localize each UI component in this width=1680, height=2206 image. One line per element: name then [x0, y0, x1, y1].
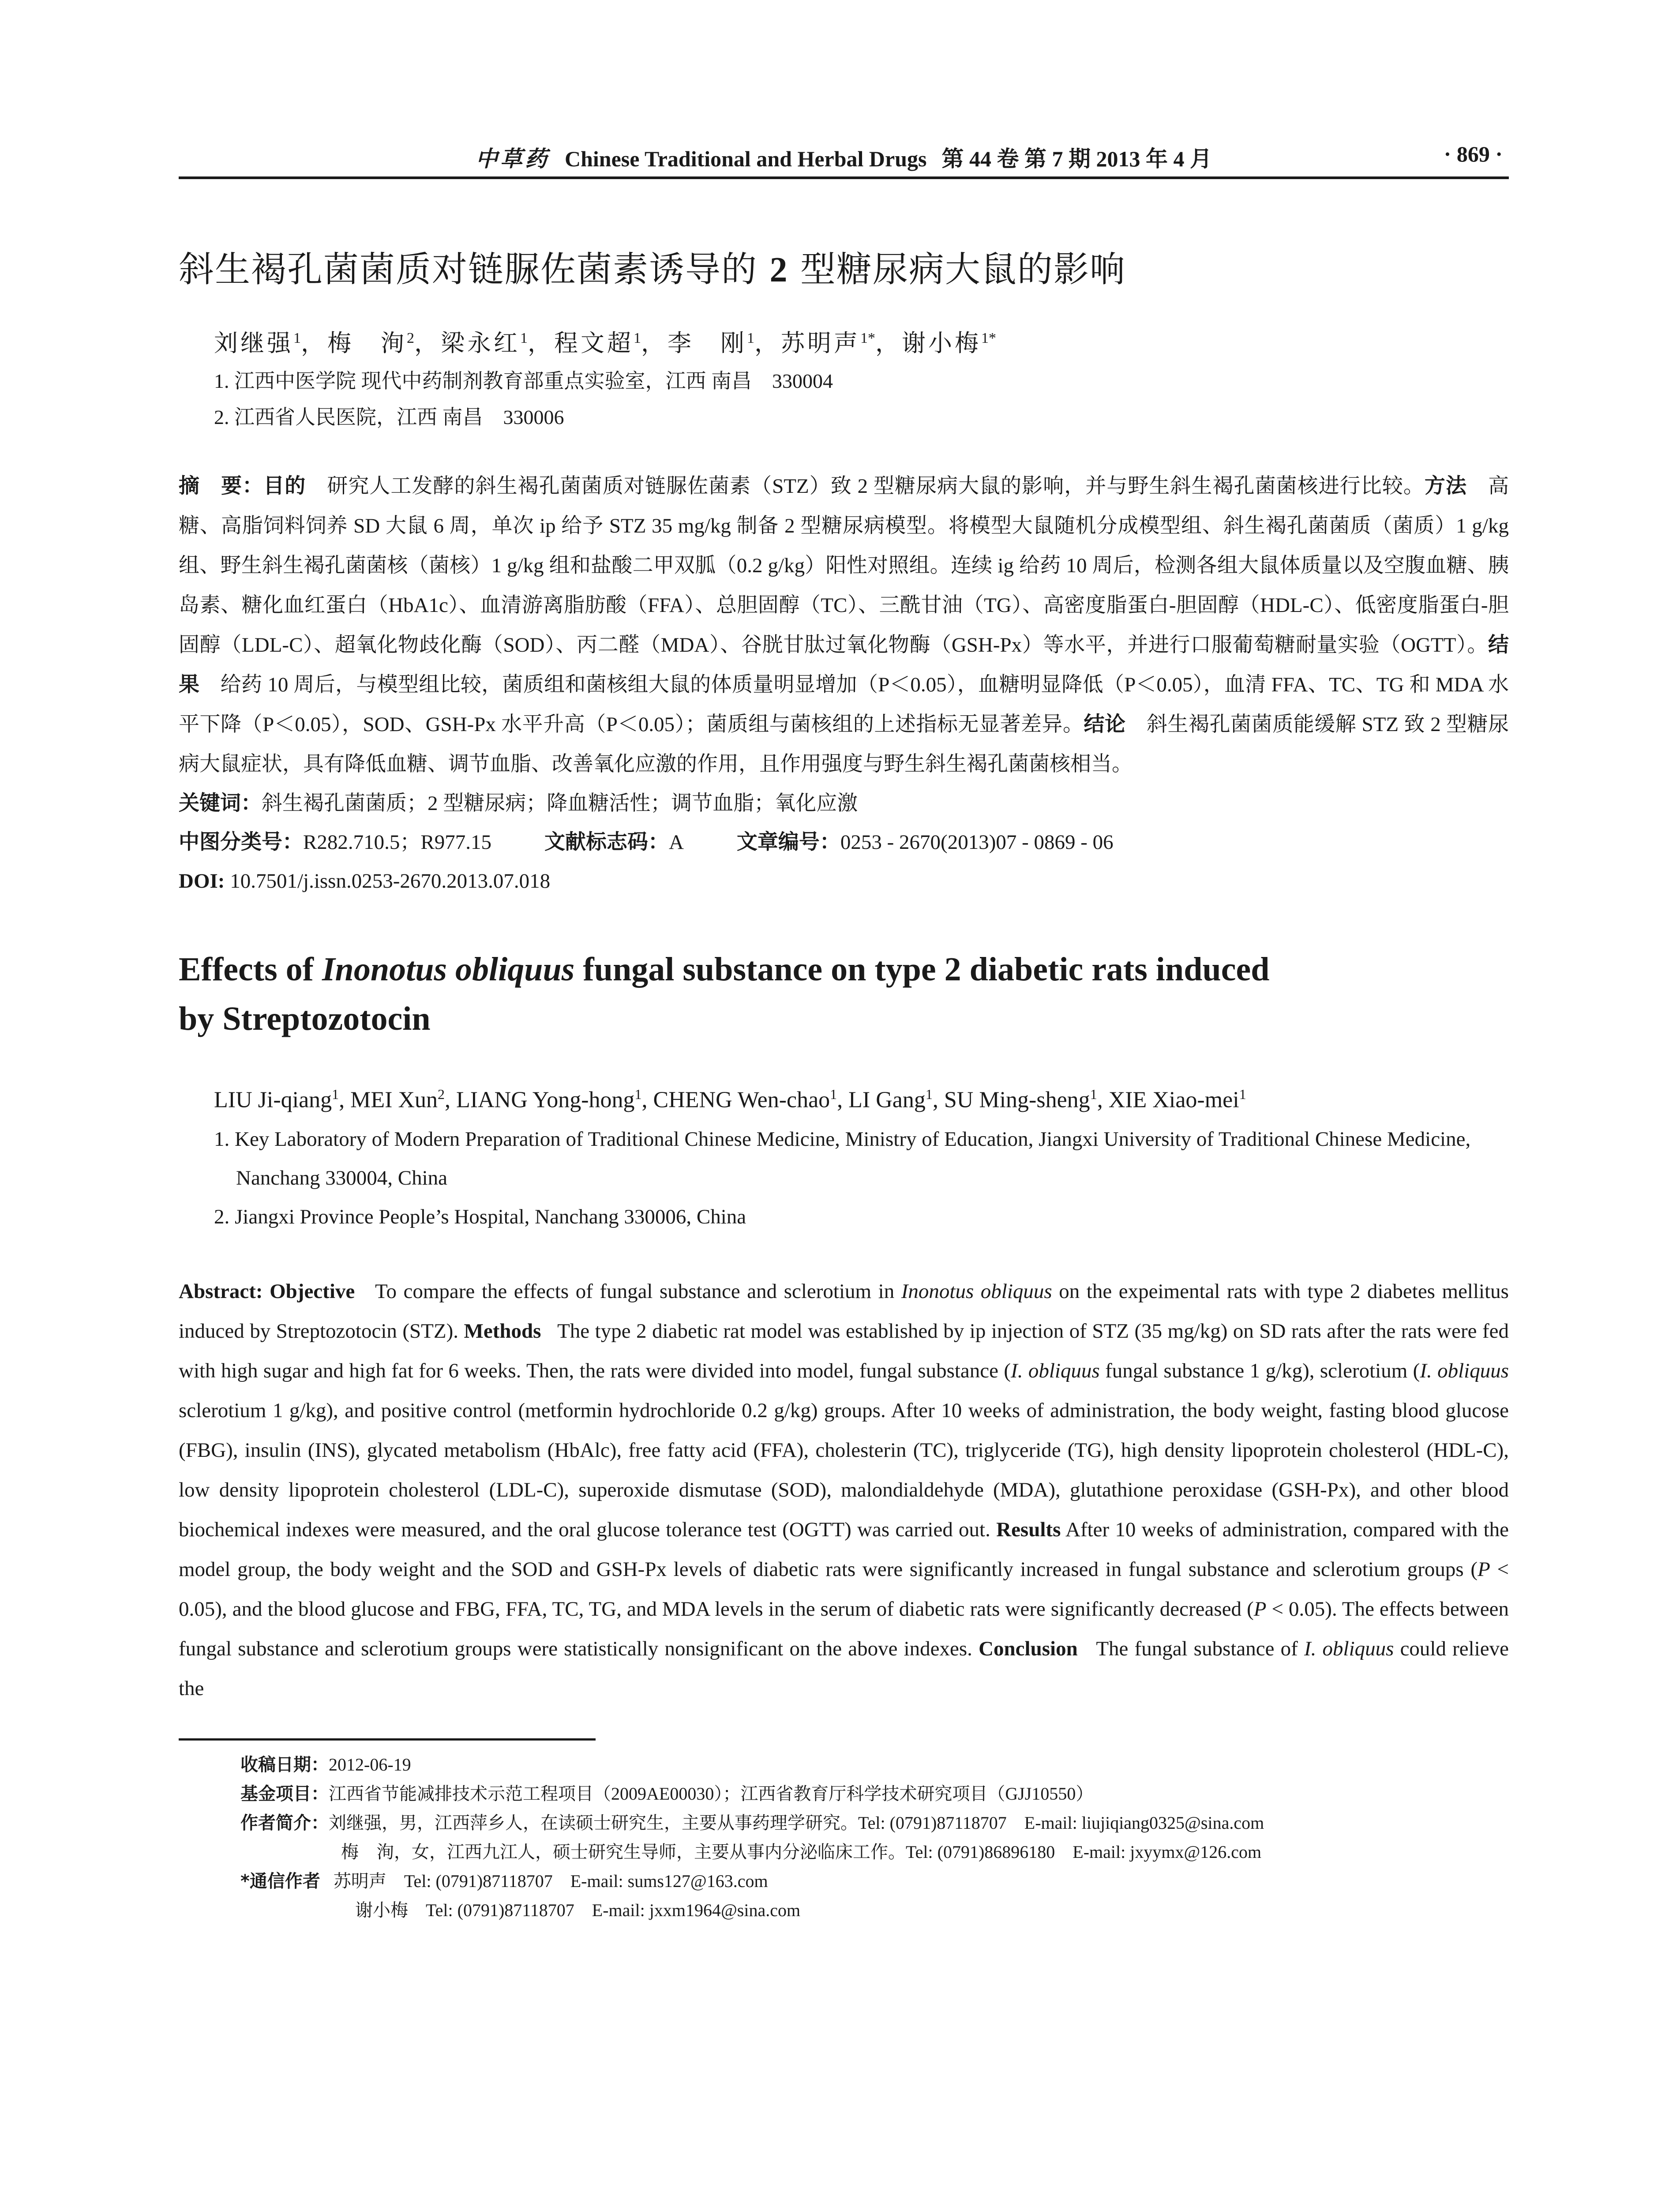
footnote-corresponding: *通信作者 苏明声 Tel: (0791)87118707 E-mail: sums127@163.com	[240, 1871, 768, 1892]
author-en: LIANG Yong-hong	[456, 1087, 635, 1113]
footnote-corresponding-2: 谢小梅 Tel: (0791)87118707 E-mail: jxxm1964@sina.com	[355, 1900, 801, 1921]
author-cn: 梁永红	[441, 330, 520, 356]
author-en: MEI Xun	[350, 1087, 438, 1113]
title-en: Effects of Inonotus obliquus fungal substance on type 2 diabetic rats induced by Streptozotocin	[179, 951, 1270, 1037]
classification-line: 中图分类号：R282.710.5；R977.15 文献标志码：A 文章编号：0253 - 2670(2013)07 - 0869 - 06	[179, 830, 1114, 854]
authors-en: LIU Ji-qiang$^1$, MEI Xun$^2$, LIANG Yong-hong$^1$, CHENG Wen-chao$^1$, LI Gang$^1$, SU Ming-sheng$^1$, XIE Xiao-mei$^1$	[214, 1086, 1246, 1113]
affiliation-cn: 1. 江西中医学院 现代中药制剂教育部重点实验室，江西 南昌 330004	[214, 370, 833, 392]
author-en: LIU Ji-qiang	[214, 1087, 332, 1113]
journal-name-en: Chinese Traditional and Herbal Drugs	[565, 146, 927, 171]
author-cn: 梅 洵	[327, 330, 407, 356]
author-cn: 程文超	[554, 330, 634, 356]
affiliations-en	[179, 1120, 1509, 1236]
author-en: XIE Xiao-mei	[1108, 1087, 1239, 1113]
affiliation-en: 2. Jiangxi Province People’s Hospital, Nanchang 330006, China	[214, 1205, 746, 1229]
doi-line: DOI: 10.7501/j.issn.0253-2670.2013.07.018	[179, 870, 551, 893]
authors-cn: 刘继强$^1$，梅 洵$^2$，梁永红$^1$，程文超$^1$，李 刚$^1$，苏明声$^{1*}$，谢小梅$^{1*}$	[214, 330, 996, 356]
author-en: LI Gang	[848, 1087, 926, 1113]
affiliations-cn	[214, 363, 1509, 435]
doi-value[interactable]: 10.7501/j.issn.0253-2670.2013.07.018	[230, 870, 551, 893]
author-cn: 李 刚	[668, 330, 747, 356]
footnote-received: 收稿日期： 2012-06-19	[240, 1755, 411, 1775]
author-cn: 谢小梅	[902, 330, 981, 356]
abstract-cn: 摘 要：目的 研究人工发酵的斜生褐孔菌菌质对链脲佐菌素（STZ）致 2 型糖尿病大鼠的影响，并与野生斜生褐孔菌菌核进行比较。方法 高糖、高脂饲料饲养 SD 大鼠 6 周，单次 ip 给予 STZ 35 mg/kg 制备 2 型糖尿病模型。将模型大鼠随机分成模型组、斜生褐孔菌菌质（菌质）1 g/kg 组、野生斜生褐孔菌菌核（菌核）1 g/kg 组和盐酸二甲双胍（0.2 g/kg）阳性对照组。连续 ig 给药 10 周后，检测各组大鼠体质量以及空腹血糖、胰岛素、糖化血红蛋白（HbA1c）、血清游离脂肪酸（FFA）、总胆固醇（TC）、三酰甘油（TG）、高密度脂蛋白-胆固醇（HDL-C）、低密度脂蛋白-胆固醇（LDL-C）、超氧化物歧化酶（SOD）、丙二醛（MDA）、谷胱甘肽过氧化物酶（GSH-Px）等水平，并进行口服葡萄糖耐量实验（OGTT）。结果 给药 10 周后，与模型组比较，菌质组和菌核组大鼠的体质量明显增加（P＜0.05），血糖明显降低（P＜0.05），血清 FFA、TC、TG 和 MDA 水平下降（P＜0.05），SOD、GSH-Px 水平升高（P＜0.05）；菌质组与菌核组的上述指标无显著差异。结论 斜生褐孔菌菌质能缓解 STZ 致 2 型糖尿病大鼠症状，具有降低血糖、调节血脂、改善氧化应激的作用，且作用强度与野生斜生褐孔菌菌核相当。	[179, 474, 1509, 776]
abstract-en: Abstract: Objective To compare the effects of fungal substance and sclerotium in Inonotus obliquus on the expeimental rats with type 2 diabetes mellitus induced by Streptozotocin (STZ). Methods The type 2 diabetic rat model was established by ip injection of STZ (35 mg/kg) on SD rats after the rats were fed with high sugar and high fat for 6 weeks. Then, the rats were divided into model, fungal substance (I. obliquus fungal substance 1 g/kg), sclerotium (I. obliquus sclerotium 1 g/kg), and positive control (metformin hydrochloride 0.2 g/kg) groups. After 10 weeks of administration, the body weight, fasting blood glucose (FBG), insulin (INS), glycated metabolism (HbAlc), free fatty acid (FFA), cholesterin (TC), triglyceride (TG), high density lipoprotein cholesterol (HDL-C), low density lipoprotein cholesterol (LDL-C), superoxide dismutase (SOD), malondialdehyde (MDA), glutathione peroxidase (GSH-Px), and other blood biochemical indexes were measured, and the oral glucose tolerance test (OGTT) was carried out. Results After 10 weeks of administration, compared with the model group, the body weight and the SOD and GSH-Px levels of diabetic rats were significantly increased in fungal substance and sclerotium groups (P < 0.05), and the blood glucose and FBG, FFA, TC, TG, and MDA levels in the serum of diabetic rats were significantly decreased (P < 0.05). The effects between fungal substance and sclerotium groups were statistically nonsignificant on the above indexes. Conclusion The fungal substance of I. obliquus could relieve the	[179, 1280, 1509, 1700]
page-number: · 869 ·	[1444, 142, 1503, 166]
footnote-rule	[179, 1738, 596, 1741]
keywords-cn: 关键词：斜生褐孔菌菌质；2 型糖尿病；降血糖活性；调节血脂；氧化应激	[179, 791, 858, 815]
paper-page	[179, 132, 1509, 1925]
author-en: SU Ming-sheng	[944, 1087, 1090, 1113]
footnotes	[179, 1750, 1509, 1925]
author-cn: 刘继强	[214, 330, 293, 356]
affiliation-cn: 2. 江西省人民医院，江西 南昌 330006	[214, 406, 564, 428]
affiliation-en: 1. Key Laboratory of Modern Preparation of Traditional Chinese Medicine, Ministry of Education, Jiangxi University of Traditional Chinese Medicine, Nanchang 330004, China	[214, 1128, 1471, 1190]
issue-info: 第 44 卷 第 7 期 2013 年 4 月	[941, 146, 1212, 171]
author-en: CHENG Wen-chao	[653, 1087, 830, 1113]
footnote-author-bio: 作者简介： 刘继强，男，江西萍乡人，在读硕士研究生，主要从事药理学研究。Tel: (0791)87118707 E-mail: liujiqiang0325@sina.com	[240, 1813, 1264, 1834]
journal-name-cn: 中草药	[476, 146, 550, 171]
title-cn: 斜生褐孔菌菌质对链脲佐菌素诱导的 2 型糖尿病大鼠的影响	[179, 249, 1126, 290]
footnote-fund: 基金项目： 江西省节能减排技术示范工程项目（2009AE00030）；江西省教育厅科学技术研究项目（GJJ10550）	[240, 1784, 1094, 1805]
running-header	[179, 132, 1509, 179]
footnote-author-bio-2: 梅 洵，女，江西九江人，硕士研究生导师，主要从事内分泌临床工作。Tel: (0791)86896180 E-mail: jxyymx@126.com	[341, 1842, 1262, 1862]
author-cn: 苏明声	[781, 330, 860, 356]
